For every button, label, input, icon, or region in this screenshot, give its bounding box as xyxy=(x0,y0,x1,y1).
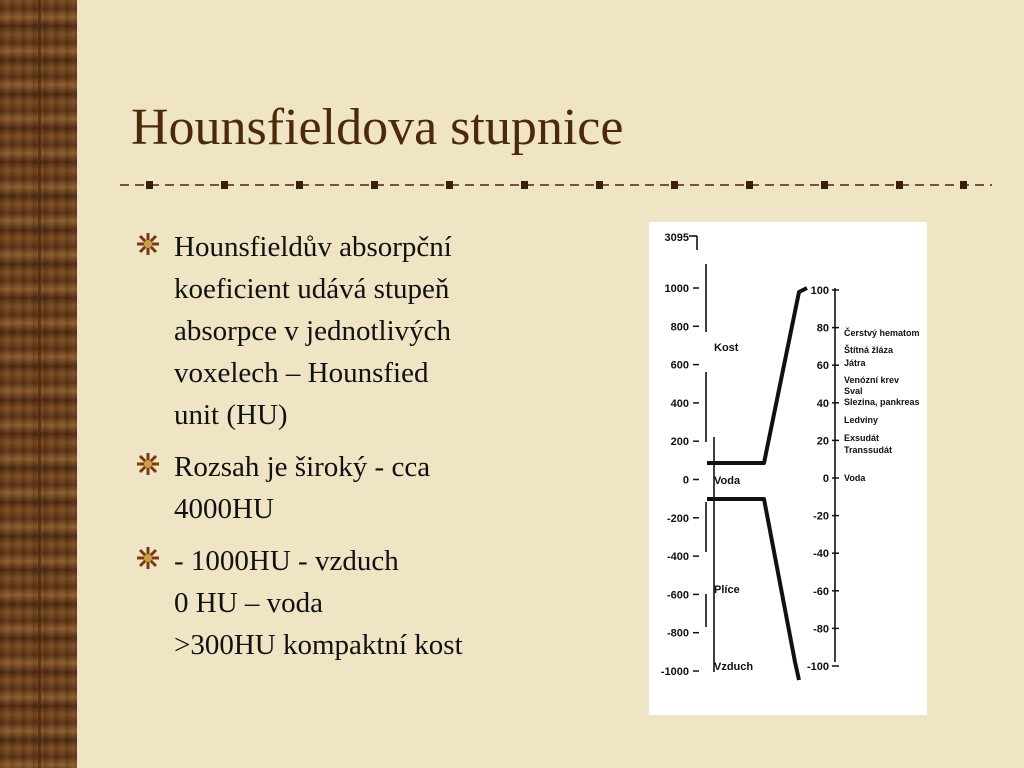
tissue-label: Štítná žláza xyxy=(844,345,894,355)
bullet-list xyxy=(136,226,556,676)
left-axis-tick-label: 800 xyxy=(670,321,689,334)
left-axis-tick-label: 400 xyxy=(670,397,689,410)
right-axis-tick-label: 20 xyxy=(816,435,829,448)
star-bullet-icon xyxy=(136,546,160,570)
top-value-label: 3095 xyxy=(664,232,689,244)
star-bullet-icon xyxy=(136,232,160,256)
bullet-line: Hounsfieldův absorpční xyxy=(174,231,452,263)
zone-label-air: Vzduch xyxy=(714,661,754,673)
zone-label-lung: Plíce xyxy=(714,584,740,596)
tissue-label: Voda xyxy=(844,473,866,483)
hounsfield-scale-diagram xyxy=(649,222,927,715)
bullet-line: 4000HU xyxy=(174,493,274,525)
right-axis-tick-label: 0 xyxy=(822,473,829,485)
left-axis-tick-label: -800 xyxy=(666,627,689,640)
right-axis-tick-label: -40 xyxy=(813,548,829,561)
bullet-line: Rozsah je široký - cca xyxy=(174,451,431,483)
tissue-label: Transsudát xyxy=(844,445,893,455)
tissue-label: Exsudát xyxy=(844,433,880,443)
bullet-line: voxelech – Hounsfied xyxy=(174,357,429,389)
left-axis-tick-label: 200 xyxy=(670,436,689,449)
slide-title: Hounsfieldova stupnice xyxy=(131,99,624,156)
right-axis-tick-label: -20 xyxy=(813,510,829,523)
wood-border xyxy=(0,0,77,768)
bullet-item xyxy=(136,226,556,436)
bullet-item xyxy=(136,540,556,666)
zone-label-water: Voda xyxy=(714,475,741,487)
zone-label-bone: Kost xyxy=(714,342,739,354)
tissue-label: Ledviny xyxy=(844,415,879,425)
right-axis-tick-label: -80 xyxy=(813,623,829,636)
right-axis-tick-label: 100 xyxy=(810,285,829,297)
left-axis-tick-label: -400 xyxy=(666,551,689,564)
star-bullet-icon xyxy=(136,452,160,476)
tissue-label: Slezina, pankreas xyxy=(844,397,920,407)
left-axis-tick-label: 600 xyxy=(670,359,689,372)
tissue-label: Venózní krev xyxy=(844,375,900,385)
bullet-line: 0 HU – voda xyxy=(174,587,324,619)
wood-grain xyxy=(0,0,77,768)
bullet-line: koeficient udává stupeň xyxy=(174,273,450,305)
right-axis-tick-label: 60 xyxy=(816,360,829,373)
right-axis-tick-label: -100 xyxy=(806,661,829,673)
right-axis-tick-label: -60 xyxy=(813,585,829,598)
bullet-item xyxy=(136,446,556,530)
bullet-line: >300HU kompaktní kost xyxy=(174,629,463,661)
tissue-label: Sval xyxy=(844,386,863,396)
attenuation-upper-curve xyxy=(707,288,807,463)
left-axis-tick-label: 0 xyxy=(682,474,689,487)
right-axis-tick-label: 40 xyxy=(816,397,829,410)
left-axis-tick-label: -1000 xyxy=(660,666,689,678)
title-divider xyxy=(120,176,992,194)
left-axis-tick-label: 1000 xyxy=(664,283,689,295)
bullet-line: unit (HU) xyxy=(174,399,288,431)
tissue-label: Čerstvý hematom xyxy=(844,328,920,338)
left-axis-tick-label: -200 xyxy=(666,512,689,525)
bullet-line: - 1000HU - vzduch xyxy=(174,545,399,577)
hounsfield-scale-figure xyxy=(649,222,927,715)
left-axis-tick-label: -600 xyxy=(666,589,689,602)
tissue-label: Játra xyxy=(844,358,866,368)
right-axis-tick-label: 80 xyxy=(816,322,829,335)
bullet-line: absorpce v jednotlivých xyxy=(174,315,452,347)
